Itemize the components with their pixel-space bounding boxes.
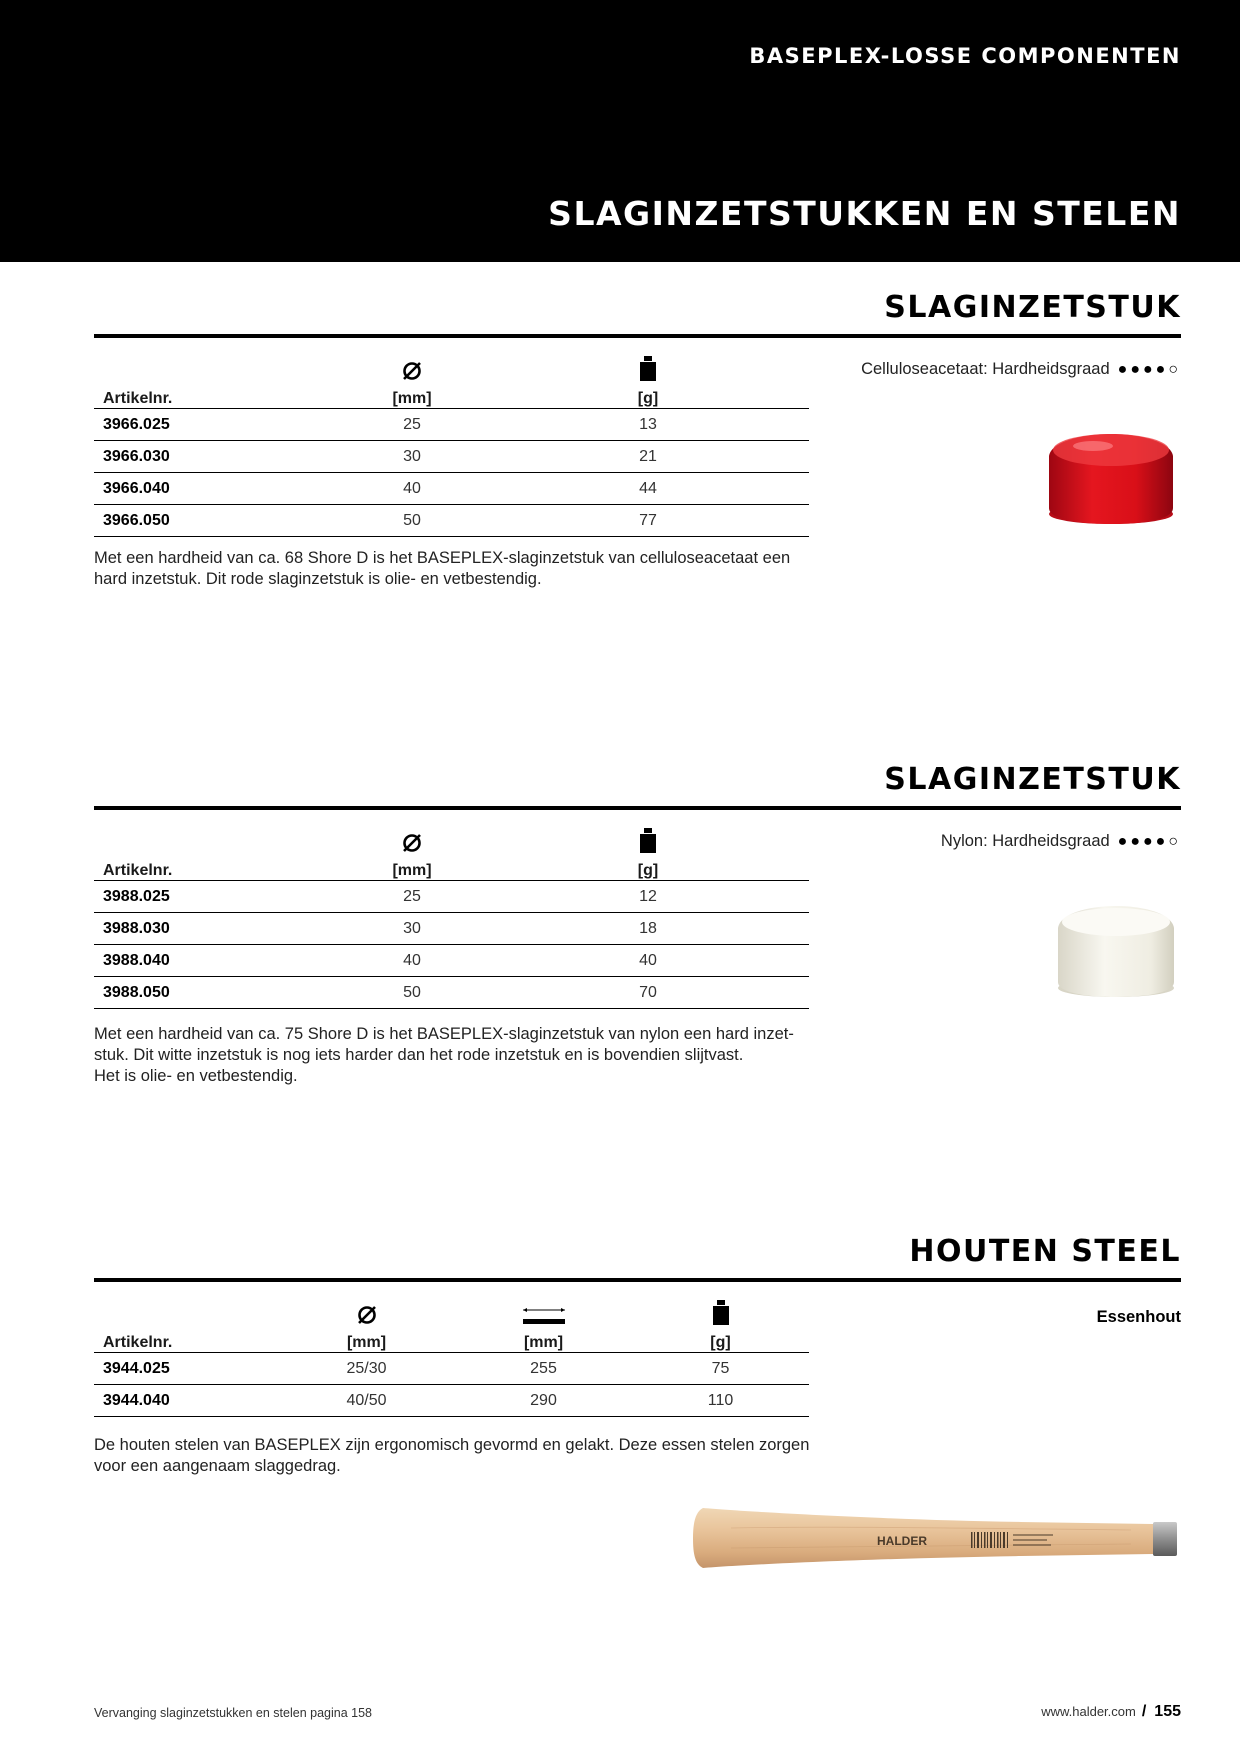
section-wooden-handle: [94, 1234, 1181, 1584]
section-nylon-insert: [94, 762, 1181, 1092]
section-title: SLAGINZETSTUK: [884, 762, 1181, 797]
table-row: 3966.040 40 44: [94, 473, 809, 505]
footer-site-page: www.halder.com / 155: [1041, 1703, 1181, 1720]
description: De houten stelen van BASEPLEX zijn ergonomisch gevormd en gelakt. Deze essen stelen zorgen voor een aangenaam slaggedrag.: [94, 1436, 810, 1475]
spec-table: [94, 352, 809, 537]
hardness-rating: ●●●●○: [1117, 833, 1181, 850]
red-insert-image: [1041, 420, 1181, 530]
weight-icon: [530, 352, 766, 382]
weight-icon: [632, 1296, 809, 1326]
section-title: HOUTEN STEEL: [909, 1234, 1181, 1269]
table-row: 3944.025 25/30 255 75: [94, 1353, 809, 1385]
length-icon: [455, 1296, 632, 1326]
section-cellulose-insert: [94, 290, 1181, 610]
section-rule: [94, 1278, 1181, 1282]
table-row: 3944.040 40/50 290 110: [94, 1385, 809, 1417]
description: Met een hardheid van ca. 75 Shore D is het BASEPLEX-slaginzetstuk van nylon een hard inzet- stuk. Dit witte inzetstuk is nog iets harder dan het rode inzetstuk en is bovendien slijtvast. Het is olie- en vetbestendig.: [94, 1025, 794, 1085]
diameter-unit: [mm]: [294, 854, 530, 881]
diameter-unit: [mm]: [278, 1326, 455, 1353]
length-unit: [mm]: [455, 1326, 632, 1353]
section-rule: [94, 334, 1181, 338]
section-title: SLAGINZETSTUK: [884, 290, 1181, 325]
spec-table: [94, 1296, 809, 1417]
section-rule: [94, 806, 1181, 810]
diameter-icon: [294, 352, 530, 382]
header-kicker: BASEPLEX-LOSSE COMPONENTEN: [749, 44, 1181, 68]
article-header: Artikelnr.: [94, 1326, 278, 1353]
table-row: 3988.050 50 70: [94, 977, 809, 1009]
article-header: Artikelnr.: [94, 382, 294, 409]
material-label: Essenhout: [1096, 1308, 1181, 1326]
spec-table: [94, 824, 809, 1009]
diameter-icon: [294, 824, 530, 854]
article-header: Artikelnr.: [94, 854, 294, 881]
table-row: 3966.030 30 21: [94, 441, 809, 473]
table-row: 3966.050 50 77: [94, 505, 809, 537]
table-row: 3988.030 30 18: [94, 913, 809, 945]
handle-brand: HALDER: [877, 1534, 927, 1548]
table-row: 3966.025 25 13: [94, 409, 809, 441]
page-title: SLAGINZETSTUKKEN EN STELEN: [548, 194, 1181, 233]
material-label: Celluloseacetaat: Hardheidsgraad ●●●●○: [861, 360, 1181, 378]
weight-unit: [g]: [632, 1326, 809, 1353]
footer-site: www.halder.com: [1041, 1704, 1136, 1719]
hardness-rating: ●●●●○: [1117, 361, 1181, 378]
footer-note: Vervanging slaginzetstukken en stelen pagina 158: [94, 1706, 372, 1720]
table-row: 3988.025 25 12: [94, 881, 809, 913]
weight-icon: [530, 824, 766, 854]
description: Met een hardheid van ca. 68 Shore D is het BASEPLEX-slaginzetstuk van celluloseacetaat een hard inzetstuk. Dit rode slaginzetstuk is olie- en vetbestendig.: [94, 549, 791, 588]
page-header: [0, 0, 1240, 262]
page-number: 155: [1154, 1703, 1181, 1720]
diameter-unit: [mm]: [294, 382, 530, 409]
table-row: 3988.040 40 40: [94, 945, 809, 977]
white-insert-image: [1051, 896, 1181, 1000]
diameter-icon: [278, 1296, 455, 1326]
material-label: Nylon: Hardheidsgraad ●●●●○: [940, 832, 1181, 850]
wooden-handle-image: [691, 1498, 1181, 1580]
weight-unit: [g]: [530, 382, 766, 409]
weight-unit: [g]: [530, 854, 766, 881]
